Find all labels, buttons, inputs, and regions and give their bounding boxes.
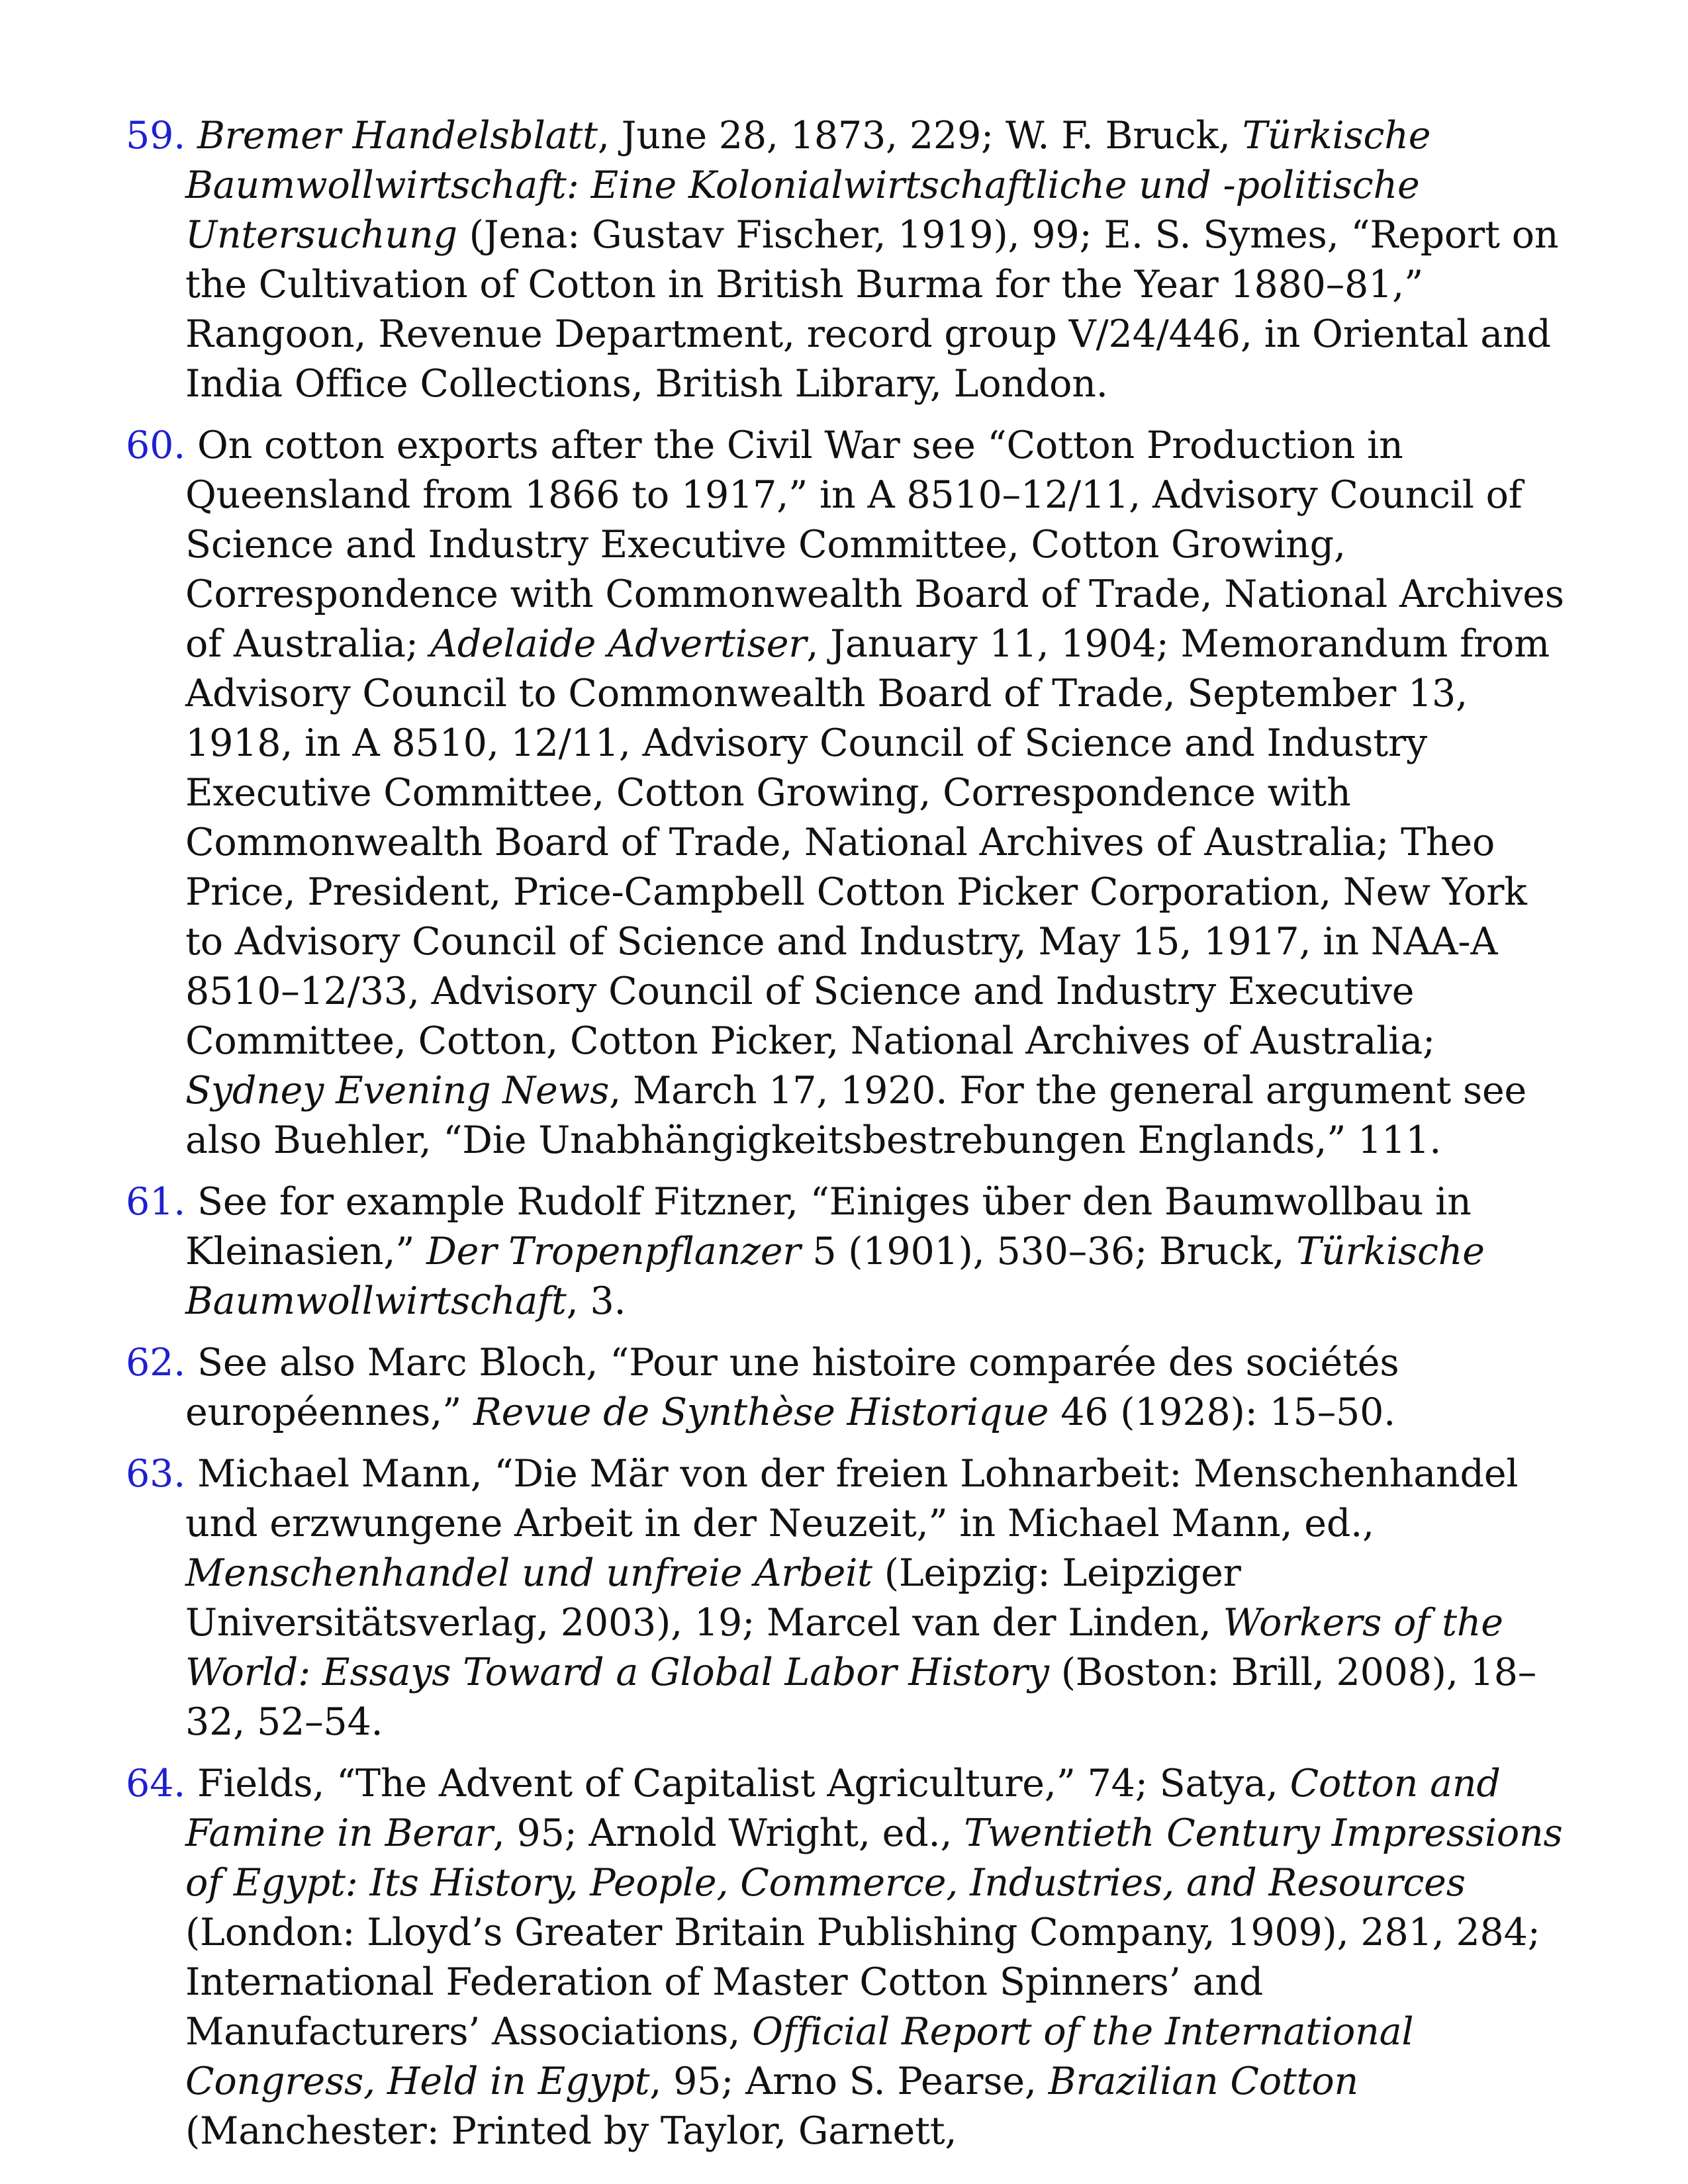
footnote-number-link[interactable]: 61. <box>126 1180 186 1224</box>
footnote-number-link[interactable]: 63. <box>126 1452 186 1496</box>
footnote-text: , January 11, 1904; Memorandum from Advisory Council to Commonwealth Board of Trade, September 13, 1918, in A 8510, 12/11, Advisory Council of Science and Industry Executive Committee, Cotton Growing, Correspondence with Commonwealth Board of Trade, National Archives of Australia; Theo Price, President, Price-Campbell Cotton Picker Corporation, New York to Advisory Council of Science and Industry, May 15, 1917, in NAA-A 8510–12/33, Advisory Council of Science and Industry Executive Committee, Cotton, Cotton Picker, National Archives of Australia; <box>185 622 1550 1063</box>
footnotes-list <box>126 111 1569 2156</box>
footnote-title-italic: Sydney Evening News <box>185 1069 610 1113</box>
footnote <box>126 1338 1569 1437</box>
footnote-number-link[interactable]: 59. <box>126 114 186 158</box>
footnote-number-link[interactable]: 64. <box>126 1762 186 1805</box>
footnote-number-link[interactable]: 60. <box>126 424 186 467</box>
footnote-text: Michael Mann, “Die Mär von der freien Lohnarbeit: Menschenhandel und erzwungene Arbeit in der Neuzeit,” in Michael Mann, ed., <box>185 1452 1519 1545</box>
footnote-title-italic: Türkische Baumwollwirtschaft <box>185 1230 1485 1323</box>
footnote-title-italic: Menschenhandel und unfreie Arbeit <box>185 1551 872 1595</box>
footnote-text: (Manchester: Printed by Taylor, Garnett, <box>185 2109 957 2153</box>
footnote-text: See also Marc Bloch, “Pour une histoire comparée des sociétés européennes,” <box>185 1341 1399 1434</box>
footnote <box>126 421 1569 1165</box>
footnote-text: , 95; Arno S. Pearse, <box>649 2060 1049 2103</box>
footnote <box>126 1759 1569 2156</box>
footnote-title-italic: Brazilian Cotton <box>1048 2060 1358 2103</box>
footnote <box>126 1449 1569 1747</box>
footnote-text: (Leipzig: Leipziger Universitätsverlag, 2003), 19; Marcel van der Linden, <box>185 1551 1241 1645</box>
footnote <box>126 111 1569 409</box>
footnote-title-italic: Twentieth Century Impressions of Egypt: Its History, People, Commerce, Industries, and Resources <box>185 1811 1563 1905</box>
footnote-title-italic: Türkische Baumwollwirtschaft: Eine Kolonialwirtschaftliche und -politische Untersuchung <box>185 114 1431 257</box>
footnote-text: , 3. <box>566 1279 626 1323</box>
footnote-text: (Boston: Brill, 2008), 18–32, 52–54. <box>185 1651 1537 1744</box>
footnote-title-italic: Adelaide Advertiser <box>430 622 807 666</box>
footnote-title-italic: Revue de Synthèse Historique <box>473 1390 1049 1434</box>
footnote-text: See for example Rudolf Fitzner, “Einiges über den Baumwollbau in Kleinasien,” <box>185 1180 1472 1273</box>
footnote-title-italic: Official Report of the International Congress, Held in Egypt <box>185 2010 1414 2103</box>
footnote <box>126 1177 1569 1326</box>
footnote-text: 5 (1901), 530–36; Bruck, <box>800 1230 1297 1273</box>
footnote-text: , March 17, 1920. For the general argument see also Buehler, “Die Unabhängigkeitsbestrebungen Englands,” 111. <box>185 1069 1527 1162</box>
footnote-number-link[interactable]: 62. <box>126 1341 186 1385</box>
footnote-title-italic: Workers of the World: Essays Toward a Global Labor History <box>185 1601 1503 1694</box>
footnote-text: On cotton exports after the Civil War see “Cotton Production in Queensland from 1866 to 1917,” in A 8510–12/11, Advisory Council of Science and Industry Executive Committee, Cotton Growing, Correspondence with Commonwealth Board of Trade, National Archives of Australia; <box>185 424 1564 666</box>
footnote-title-italic: Bremer Handelsblatt <box>197 114 598 158</box>
footnote-title-italic: Cotton and Famine in Berar <box>185 1762 1501 1855</box>
footnote-title-italic: Der Tropenpflanzer <box>426 1230 801 1273</box>
footnote-text: (London: Lloyd’s Greater Britain Publishing Company, 1909), 281, 284; International Federation of Master Cotton Spinners’ and Manufacturers’ Associations, <box>185 1911 1540 2054</box>
footnote-text: , 95; Arnold Wright, ed., <box>492 1811 964 1855</box>
footnote-text: (Jena: Gustav Fischer, 1919), 99; E. S. Symes, “Report on the Cultivation of Cotton in British Burma for the Year 1880–81,” Rangoon, Revenue Department, record group V/24/446, in Oriental and India Office Collections, British Library, London. <box>185 213 1559 406</box>
footnote-text: , June 28, 1873, 229; W. F. Bruck, <box>597 114 1243 158</box>
footnote-text: Fields, “The Advent of Capitalist Agriculture,” 74; Satya, <box>197 1762 1290 1805</box>
footnote-text: 46 (1928): 15–50. <box>1049 1390 1396 1434</box>
